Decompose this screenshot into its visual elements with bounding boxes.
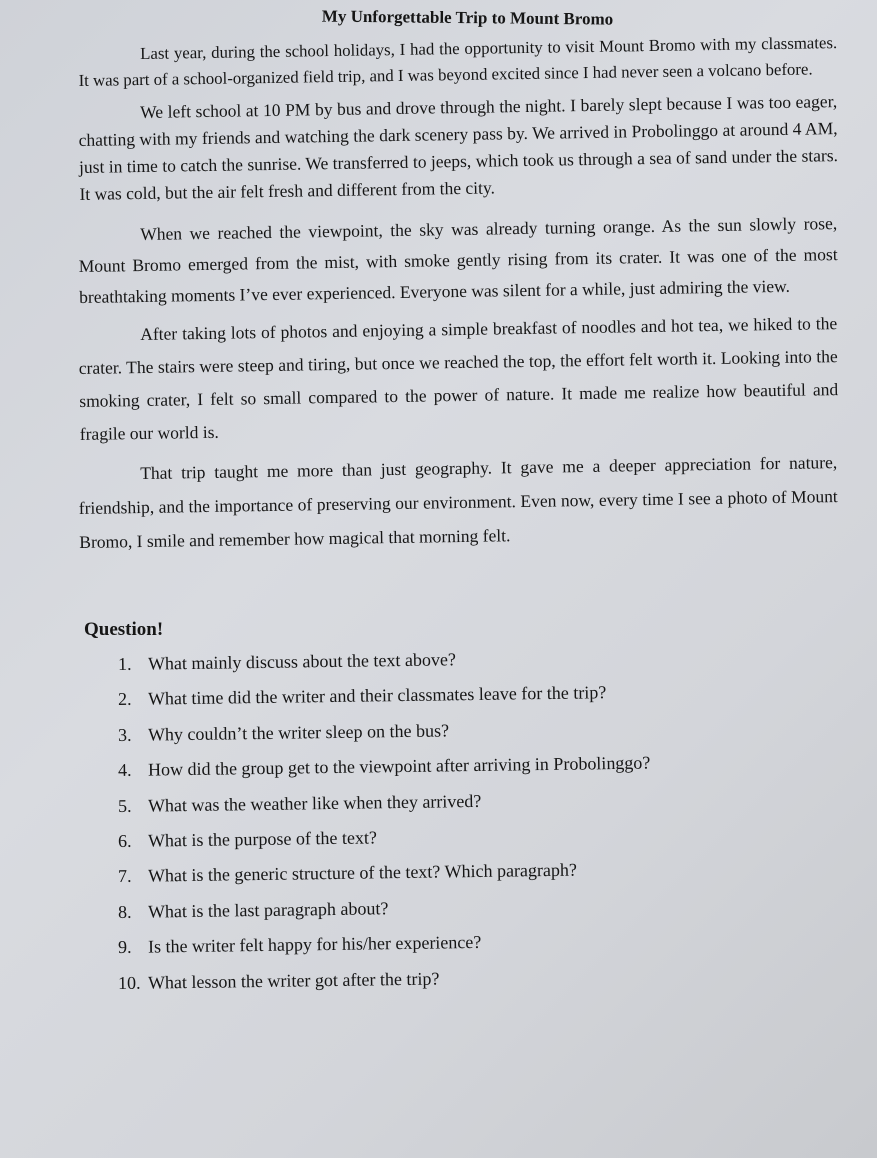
question-number: 5. [117,795,132,816]
question-number: 3. [117,724,132,745]
question-number: 4. [117,759,132,781]
document-title: My Unforgettable Trip to Mount Bromo [321,6,614,29]
paragraph-2: We left school at 10 PM by bus and drove through the night. I barely slept because I was too eager, chatting with my friends and watching the dark scenery pass by. We arrived in Probolinggo at around 4 AM, just in time to catch the sunrise. We transferred to jeeps, which took us through a sea of sand under the stars. It was cold, but the air felt fresh and different from the city. [78,91,839,204]
question-number: 10. [117,972,141,993]
question-text: What was the weather like when they arrived? [147,790,482,816]
question-number: 1. [117,653,132,674]
question-number: 8. [117,901,132,922]
question-number: 2. [117,689,132,710]
question-text: Why couldn’t the writer sleep on the bus? [147,720,450,745]
question-text: What mainly discuss about the text above? [147,649,457,674]
question-number: 7. [117,866,132,887]
question-text: What lesson the writer got after the trip? [147,968,440,993]
questions-heading: Question! [84,619,164,640]
paragraph-1: Last year, during the school holidays, I had the opportunity to visit Mount Bromo with my classmates. It was part of a school-organized field trip, and I was beyond excited since I had never seen a volcano before. [78,33,838,90]
question-text: What is the purpose of the text? [147,827,378,851]
paragraph-4: After taking lots of photos and enjoying a simple breakfast of noodles and hot tea, we hiked to the crater. The stairs were steep and tiring, but once we reached the top, the effort felt worth it. Looking into the smoking crater, I felt so small compared to the power of nature. It made me realize how beautiful and fragile our world is. [78,313,839,444]
question-text: What time did the writer and their classmates leave for the trip? [147,682,607,709]
question-number: 9. [117,936,132,958]
question-list [78,647,837,1001]
paragraph-3: When we reached the viewpoint, the sky was already turning orange. As the sun slowly rose, Mount Bromo emerged from the mist, with smoke gently rising from its crater. It was one of the most breathtaking moments I’ve ever experienced. Everyone was silent for a while, just admiring the view. [78,213,838,307]
question-text: What is the last paragraph about? [147,897,389,922]
question-text: How did the group get to the viewpoint after arriving in Probolinggo? [147,752,651,780]
question-text: Is the writer felt happy for his/her experience? [147,932,482,957]
question-number: 6. [117,830,132,851]
question-text: What is the generic structure of the text? Which paragraph? [147,859,578,886]
paragraph-5: That trip taught me more than just geography. It gave me a deeper appreciation for nature, friendship, and the importance of preserving our environment. Even now, every time I see a photo of Mount Bromo, I smile and remember how magical that morning felt. [78,452,838,552]
